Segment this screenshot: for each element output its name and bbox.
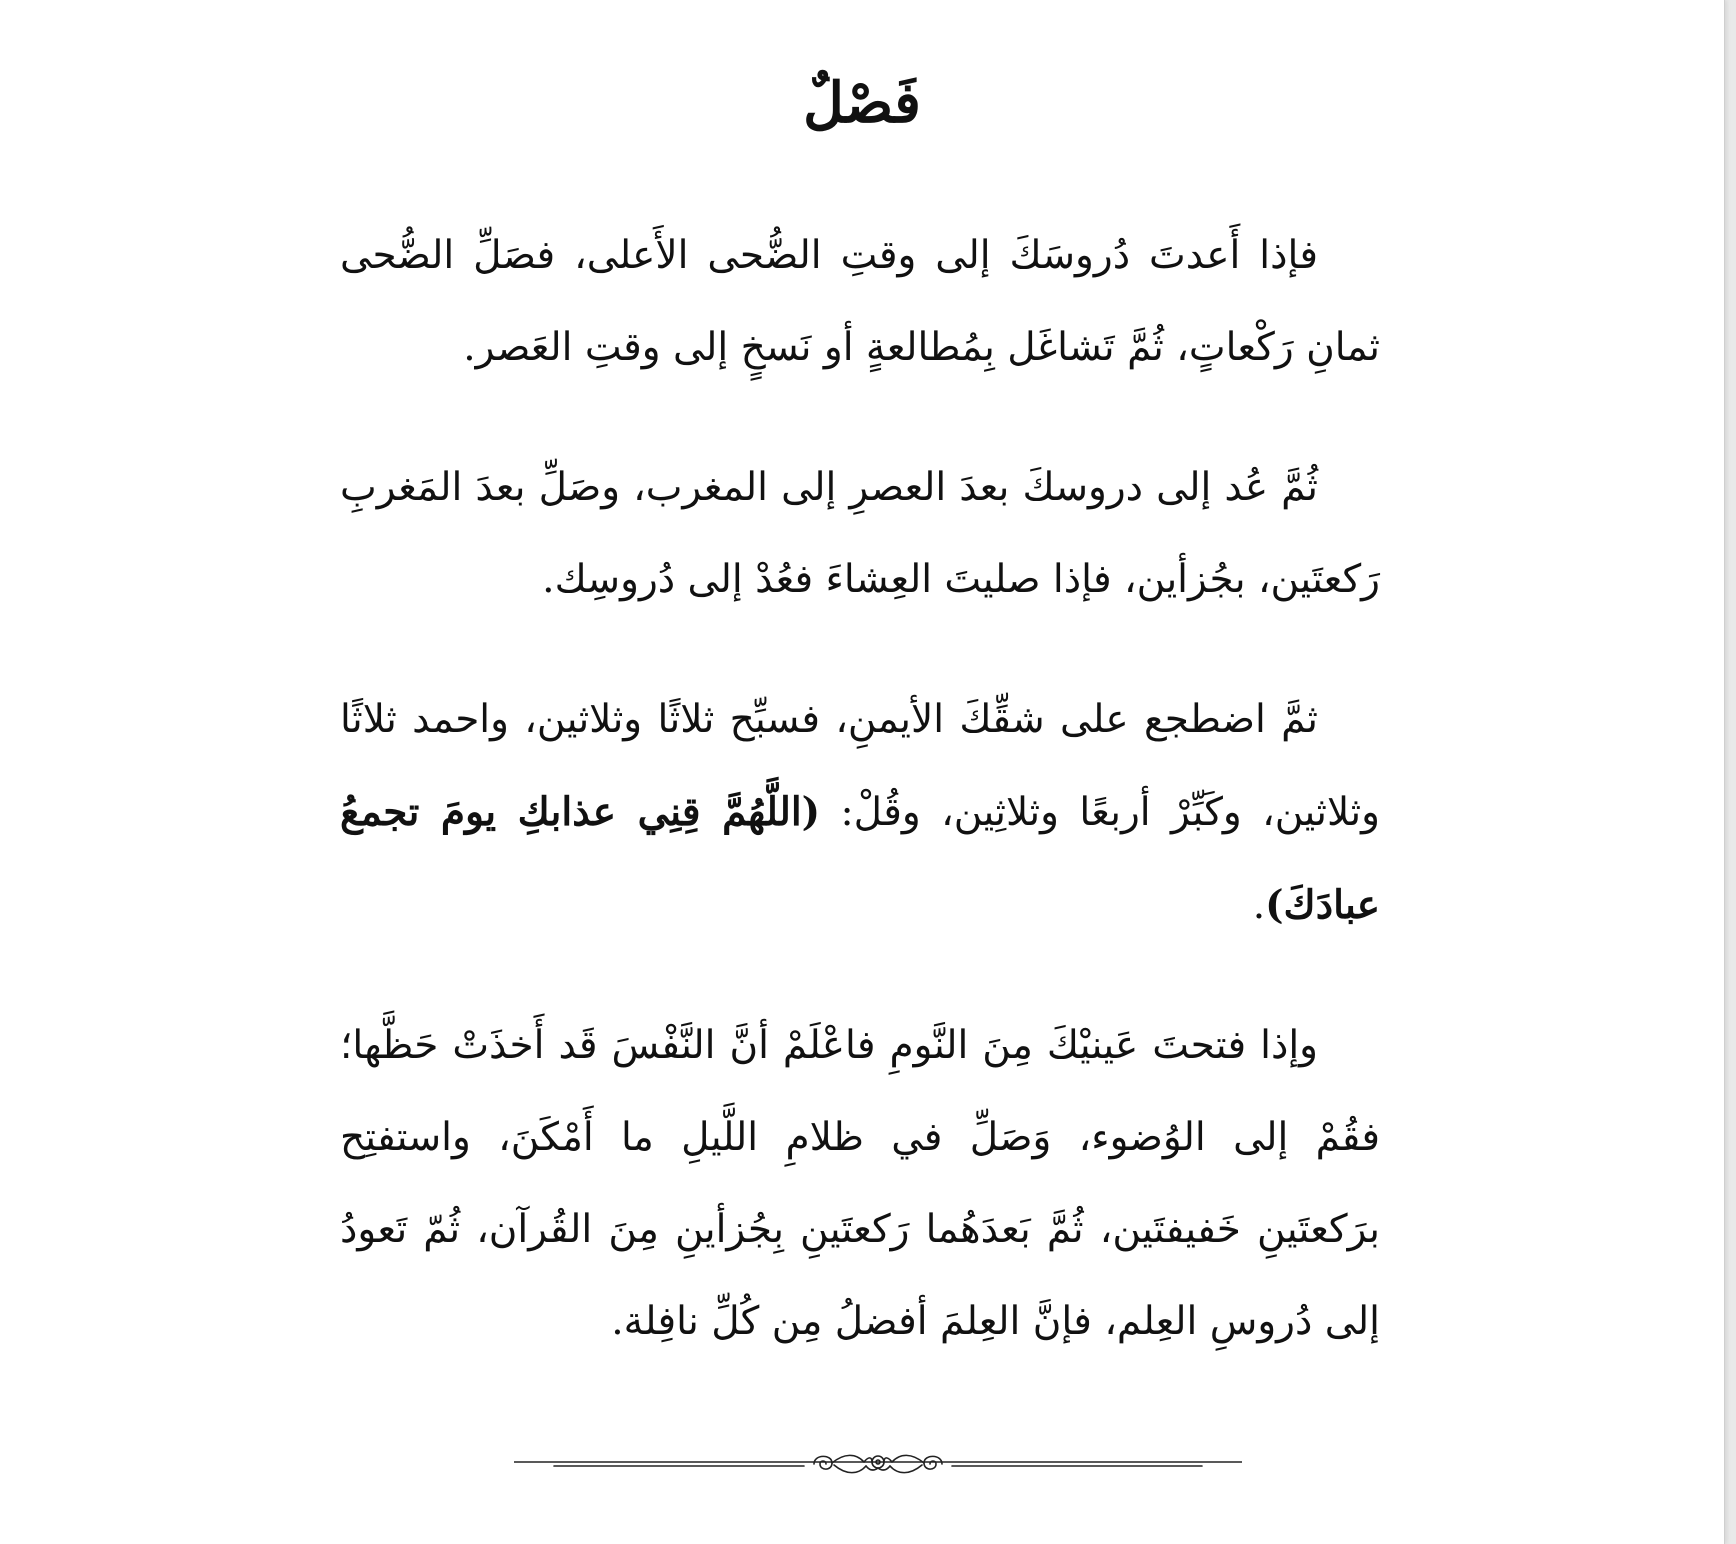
paragraph-4: وإذا فتحتَ عَينيْكَ مِنَ النَّومِ فاعْلَمْ أنَّ النَّفْسَ قَد أَخذَتْ حَظَّها؛ فقُمْ إلى الوُضوء، وَصَلِّ في ظلامِ اللَّيلِ ما أَمْكَنَ، واستفتِح برَكعتَينِ خَفيفتَين، ثُمَّ بَعدَهُما رَكعتَينِ بِجُزأينِ مِنَ القُرآن، ثُمّ تَعودُ إلى دُروسِ العِلم، فإنَّ العِلمَ أفضلُ مِن كُلِّ نافِلة. [340, 1023, 1380, 1344]
body-text [340, 210, 1380, 1368]
paragraph-2: ثُمَّ عُد إلى دروسكَ بعدَ العصرِ إلى المغرب، وصَلِّ بعدَ المَغربِ رَكعتَين، بجُزأين، فإذا صليتَ العِشاءَ فعُدْ إلى دُروسِك. [340, 465, 1380, 602]
section-title: فَصْلٌ [803, 70, 921, 136]
ornament-divider-icon [514, 1445, 1242, 1481]
dua-text: (اللَّهُمَّ قِنِي عذابكِ يومَ تجمعُ عبادَكَ) [340, 789, 1380, 928]
paragraph-3-text: ثمَّ اضطجع على شقِّكَ الأيمنِ، فسبِّح ثلاثًا وثلاثين، واحمد ثلاثًا وثلاثين، وكَبِّرْ أربعًا وثلاثِين، وقُلْ: [340, 697, 1380, 835]
paragraph-1: فإذا أَعدتَ دُروسَكَ إلى وقتِ الضُّحى الأَعلى، فصَلِّ الضُّحى ثمانِ رَكْعاتٍ، ثُمَّ تَشاغَل بِمُطالعةٍ أو نَسخٍ إلى وقتِ العَصر. [340, 233, 1380, 370]
paragraph-3-end: . [1252, 883, 1266, 928]
paragraph-3 [340, 674, 1380, 952]
